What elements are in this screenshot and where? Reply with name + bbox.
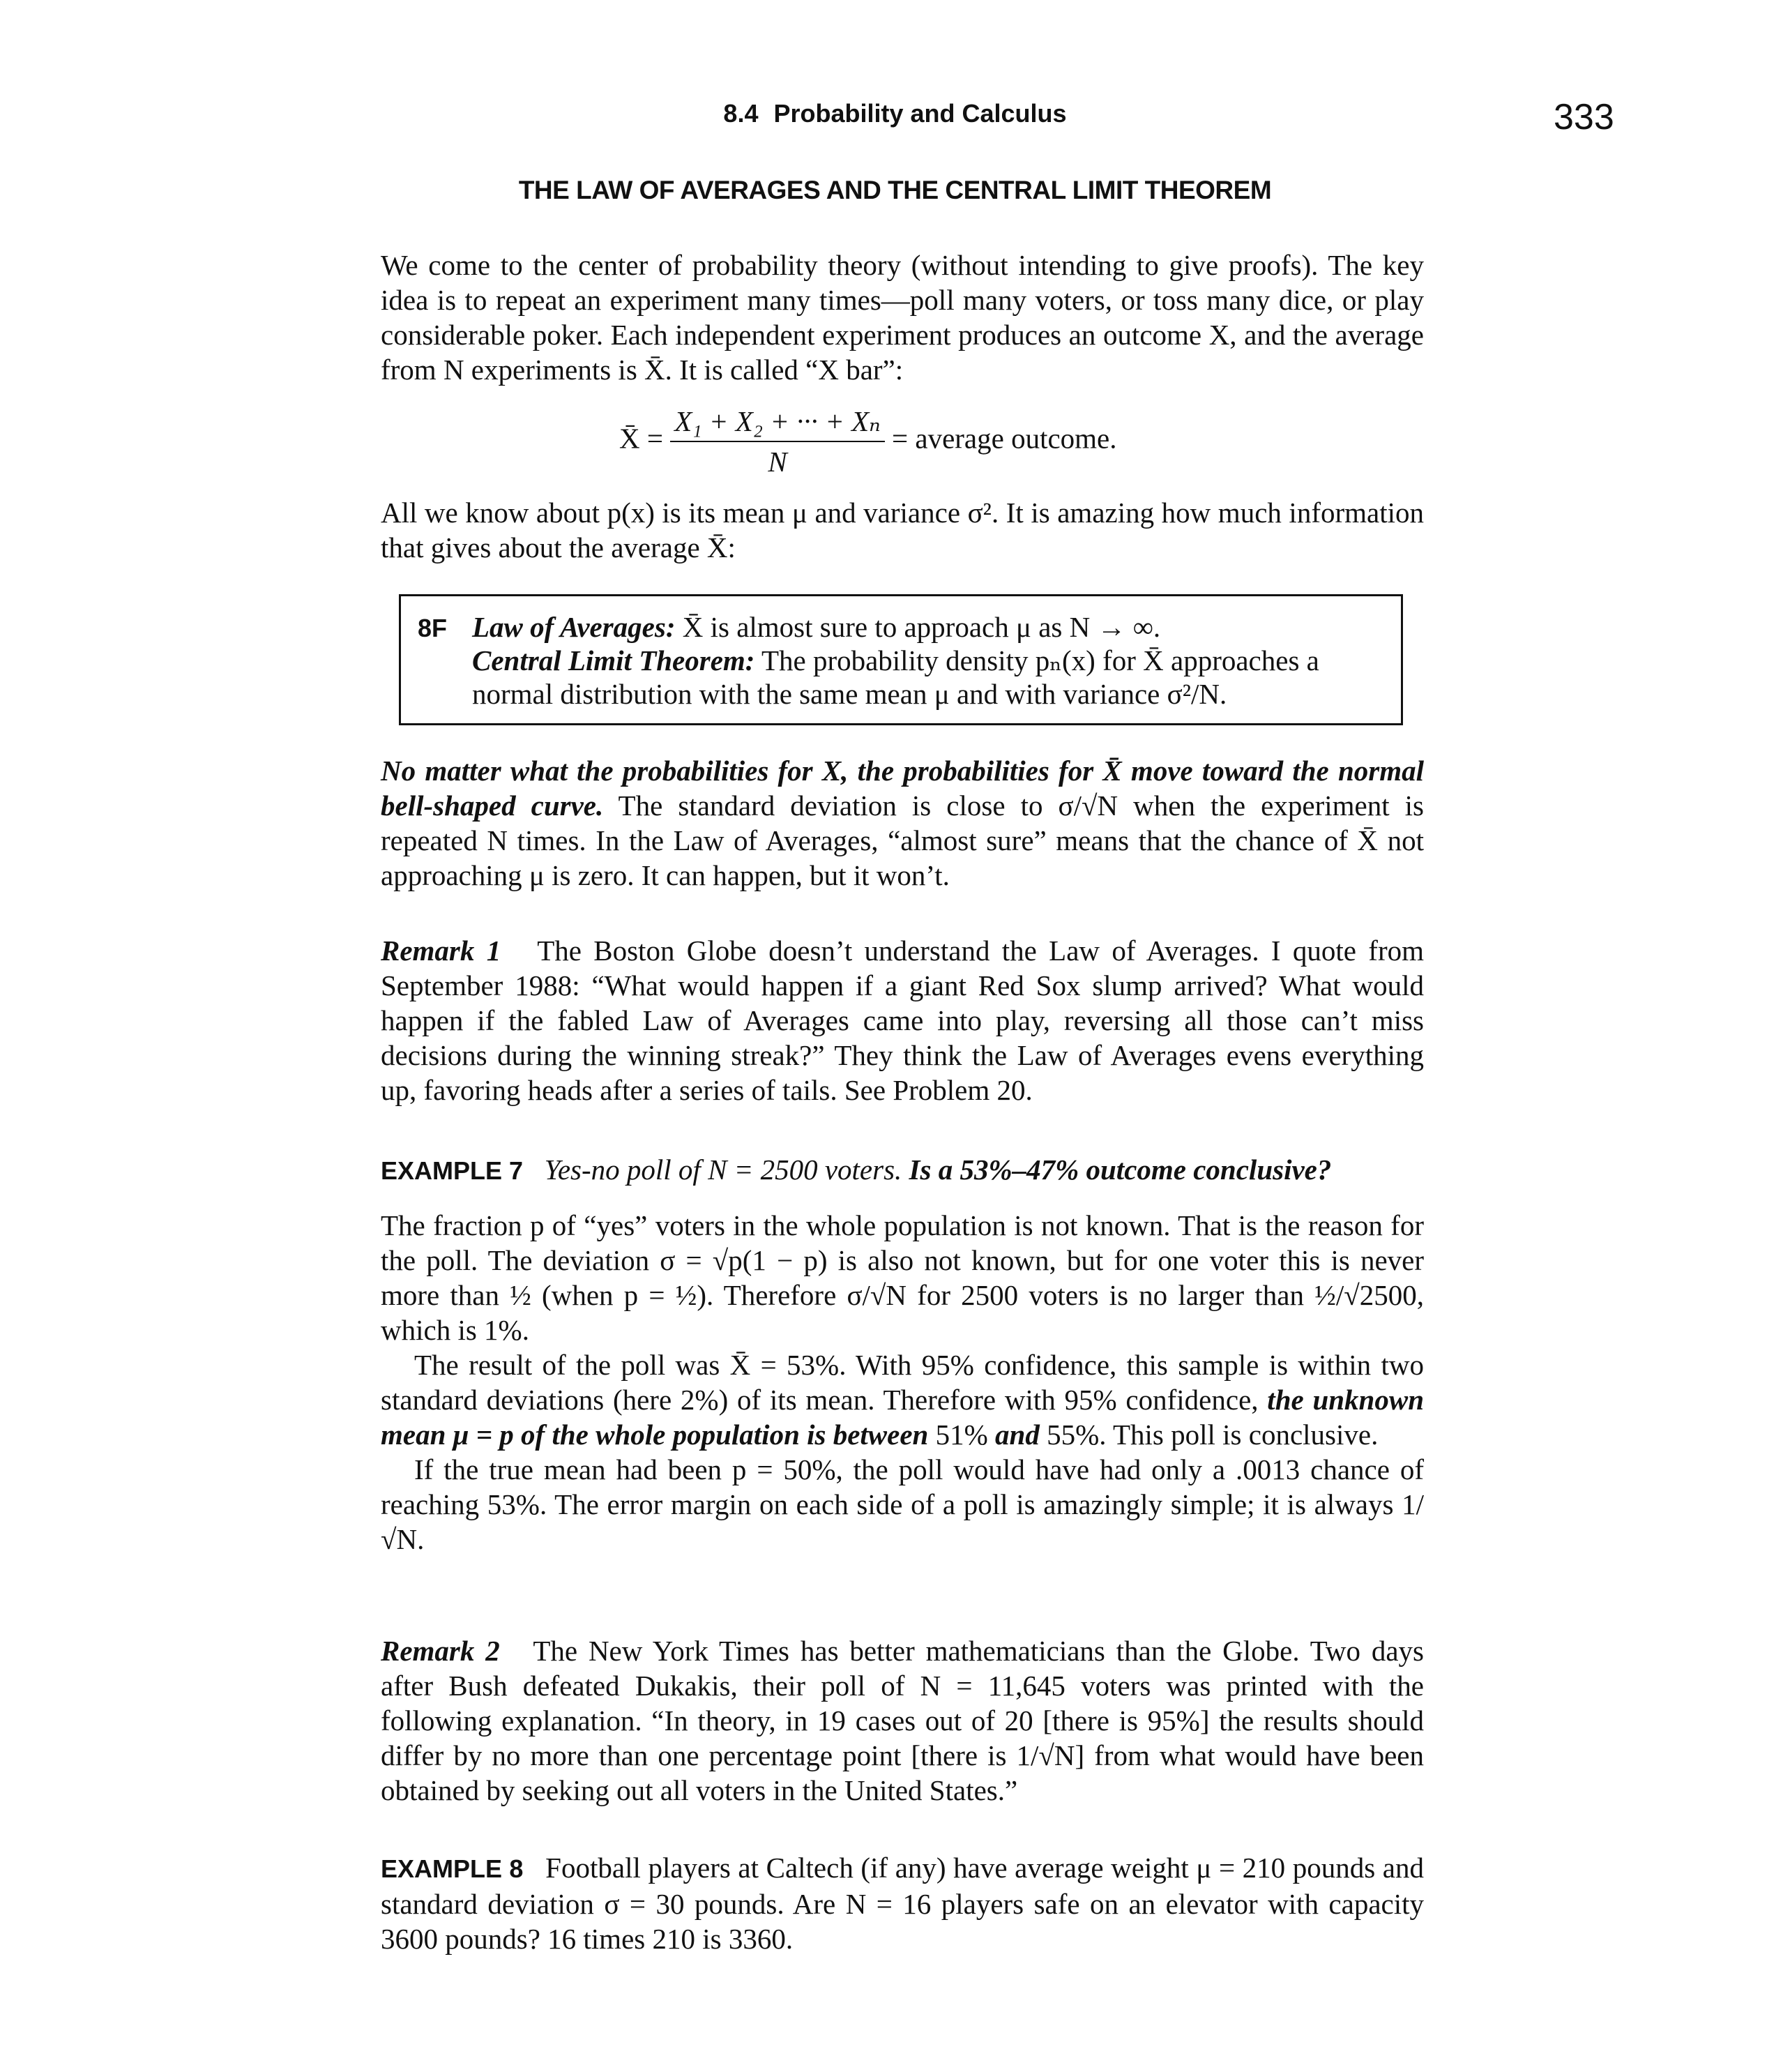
example-8-body: Football players at Caltech (if any) have average weight μ = 210 pounds and standard deviation σ = 30 pounds. Are N = 16 players safe on an elevator with capacity 3600 pounds? 16 times 210 is 3360. — [381, 1852, 1424, 1955]
remark-1-label: Remark 1 — [381, 935, 501, 967]
intro-paragraph-1 — [381, 248, 1424, 387]
equation-fraction — [670, 404, 885, 478]
law-label: Law of Averages: — [472, 611, 676, 643]
example-7-p2e: 55%. This poll is conclusive. — [1047, 1419, 1379, 1451]
equation-rhs: = average outcome. — [892, 422, 1117, 455]
theorem-box-8f — [399, 594, 1403, 725]
average-equation — [619, 404, 1117, 478]
example-8-text — [381, 1850, 1424, 1956]
equation-denominator: N — [768, 446, 787, 478]
example-7-p2c: 51% — [935, 1419, 988, 1451]
clt-text: The probability density pₙ(x) for X̄ approaches a normal distribution with the same mean μ and with variance σ²/N. — [472, 644, 1319, 710]
law-text: X̄ is almost sure to approach μ as N → ∞. — [675, 611, 1161, 643]
example-7-heading — [381, 1152, 1424, 1188]
example-7-title-a: Yes-no poll of N = 2500 voters. — [544, 1154, 902, 1186]
example-7-label: EXAMPLE 7 — [381, 1156, 524, 1185]
equation-lhs: X̄ = — [619, 422, 663, 455]
example-8-label: EXAMPLE 8 — [381, 1854, 524, 1883]
after-box-text — [381, 753, 1424, 893]
after-box-rest: The standard deviation is close to σ/√N when the experiment is repeated N times. In the Law of Averages, “almost sure” means that the chance of X̄ not approaching μ is zero. It can happen, but it won’t. — [381, 789, 1424, 891]
theorem-lines — [472, 610, 1393, 711]
remark-2-text — [381, 1633, 1424, 1808]
example-7-p2b: the unknown mean μ = p of the whole population is between — [381, 1384, 1425, 1451]
clt-line — [472, 644, 1393, 711]
theorem-tag: 8F — [418, 614, 448, 642]
after-box-emphasis: No matter what the probabilities for X, the probabilities for X̄ move toward the normal bell-shaped curve. — [381, 755, 1424, 822]
section-title: Probability and Calculus — [773, 99, 1067, 128]
remark-1-text — [381, 933, 1424, 1107]
example-7-para-1: The fraction p of “yes” voters in the whole population is not known. That is the reason for the poll. The deviation σ = √p(1 − p) is also not known, but for one voter this is never more than ½ (when p = ½). Therefore σ/√N for 2500 voters is no larger than ½/√2500, which is 1%. — [381, 1209, 1424, 1346]
example-7-heading-text — [381, 1152, 1424, 1188]
running-header — [0, 99, 1790, 128]
section-number: 8.4 — [723, 99, 759, 128]
intro-text: We come to the center of probability theory (without intending to give proofs). The key idea is to repeat an experiment many times—poll many voters, or toss many dice, or play considerable poker. Each independent experiment produces an outcome X, and the average from N experiments is X̄. It is called “X bar”: — [381, 249, 1424, 386]
remark-1-body: The Boston Globe doesn’t understand the Law of Averages. I quote from September 1988: “What would happen if a giant Red Sox slump arrived? What would happen if the fabled Law of Averages came into play, reversing all those can’t miss decisions during the winning streak?” They think the Law of Averages evens everything up, favoring heads after a series of tails. See Problem 20. — [381, 935, 1424, 1106]
after-box-paragraph — [381, 753, 1424, 893]
example-7-para-3: If the true mean had been p = 50%, the poll would have had only a .0013 chance of reaching 53%. The error margin on each side of a poll is amazingly simple; it is always 1/√N. — [381, 1453, 1424, 1555]
example-7-body — [381, 1208, 1424, 1557]
example-7-para-2 — [381, 1347, 1424, 1452]
remark-2-body: The New York Times has better mathematicians than the Globe. Two days after Bush defeated Dukakis, their poll of N = 11,645 voters was printed with the following explanation. “In theory, in 19 cases out of 20 [there is 95%] the results should differ by no more than one percentage point [there is 1/√N] from what would have been obtained by seeking out all voters in the United States.” — [381, 1635, 1424, 1806]
remark-2 — [381, 1633, 1424, 1808]
example-8 — [381, 1850, 1424, 1956]
example-7-title-b: Is a 53%–47% outcome conclusive? — [909, 1154, 1332, 1186]
page-number: 333 — [1554, 97, 1614, 137]
clt-label: Central Limit Theorem: — [472, 644, 755, 676]
law-of-averages-line — [472, 610, 1393, 644]
remark-2-label: Remark 2 — [381, 1635, 500, 1667]
example-7-p2a: The result of the poll was X̄ = 53%. With 95% confidence, this sample is within two standard deviations (here 2%) of its mean. Therefore with 95% confidence, — [381, 1349, 1424, 1416]
intro-text-2: All we know about p(x) is its mean μ and variance σ². It is amazing how much information that gives about the average X̄: — [381, 497, 1424, 564]
example-7-p2d: and — [995, 1419, 1040, 1451]
subsection-title: THE LAW OF AVERAGES AND THE CENTRAL LIMIT THEOREM — [518, 176, 1272, 204]
remark-1 — [381, 933, 1424, 1107]
equation-numerator: X₁ + X₂ + ··· + Xₙ — [670, 404, 885, 442]
intro-paragraph-2 — [381, 495, 1424, 565]
